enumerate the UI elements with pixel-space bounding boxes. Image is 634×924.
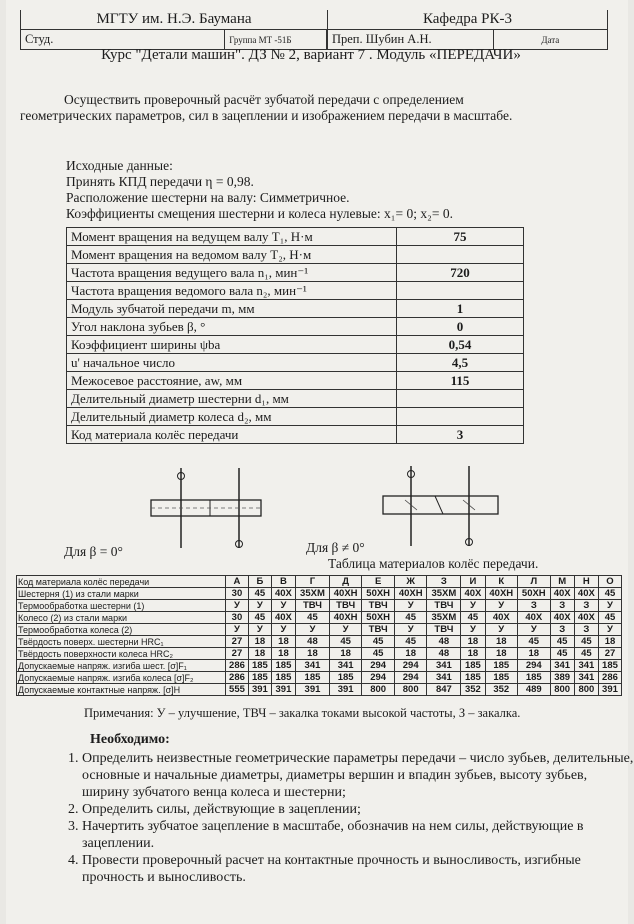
material-cell: 45 bbox=[574, 636, 598, 648]
material-cell: 45 bbox=[362, 636, 395, 648]
material-cell: Г bbox=[296, 576, 330, 588]
material-cell: 45 bbox=[329, 636, 362, 648]
param-label: u' начальное число bbox=[67, 354, 397, 372]
material-cell: 341 bbox=[427, 660, 461, 672]
source-title: Исходные данные: bbox=[66, 158, 173, 173]
required-item: 1. Определить неизвестные геометрические параметры передачи – число зубьев, делительные, основные и начальные диаметры, диаметры вершин и впадин зубьев, высоту зубьев, ширину зубчатого венца колеса и шестерни; bbox=[82, 750, 634, 801]
efficiency-line: Принять КПД передачи η = 0,98. bbox=[66, 174, 254, 189]
material-cell: 341 bbox=[550, 660, 574, 672]
param-label: Момент вращения на ведомом валу T₂, Н·м bbox=[67, 246, 397, 264]
material-cell: 50ХН bbox=[362, 588, 395, 600]
material-cell: 18 bbox=[248, 648, 271, 660]
material-cell: У bbox=[461, 624, 485, 636]
material-row-label: Код материала колёс передачи bbox=[17, 576, 226, 588]
material-cell: З bbox=[574, 600, 598, 612]
param-label: Частота вращения ведомого вала n₂, мин⁻¹ bbox=[67, 282, 397, 300]
material-cell: З bbox=[574, 624, 598, 636]
material-cell: 18 bbox=[461, 648, 485, 660]
param-row bbox=[67, 228, 524, 246]
material-cell: 18 bbox=[296, 648, 330, 660]
material-cell: 185 bbox=[296, 672, 330, 684]
teacher-name: Преп. Шубин А.Н. bbox=[327, 30, 493, 50]
material-cell: 391 bbox=[271, 684, 295, 696]
material-cell: 185 bbox=[518, 672, 551, 684]
caption-straight: Для β = 0° bbox=[64, 544, 123, 559]
material-cell: У bbox=[226, 624, 249, 636]
material-cell: З bbox=[550, 624, 574, 636]
group-label: Группа МТ -51Б bbox=[225, 30, 326, 50]
param-label: Момент вращения на ведущем валу T₁, Н·м bbox=[67, 228, 397, 246]
material-cell: В bbox=[271, 576, 295, 588]
material-cell: 45 bbox=[296, 612, 330, 624]
university-name: МГТУ им. Н.Э. Баумана bbox=[21, 10, 328, 30]
material-cell: У bbox=[485, 600, 518, 612]
material-cell: У bbox=[461, 600, 485, 612]
materials-table bbox=[16, 575, 622, 696]
material-cell: 185 bbox=[271, 672, 295, 684]
material-cell: 18 bbox=[394, 648, 427, 660]
material-cell: К bbox=[485, 576, 518, 588]
material-cell: 294 bbox=[362, 660, 395, 672]
material-cell: 45 bbox=[394, 612, 427, 624]
param-row bbox=[67, 390, 524, 408]
param-value bbox=[397, 282, 524, 300]
material-cell: 389 bbox=[550, 672, 574, 684]
material-cell: ТВЧ bbox=[296, 600, 330, 612]
source-data bbox=[66, 158, 453, 222]
material-cell: 40Х bbox=[271, 612, 295, 624]
task-description: Осуществить проверочный расчёт зубчатой передачи с определением геометрических параметров, сил в зацеплении и изображением передачи в масштабе. bbox=[20, 92, 513, 123]
material-row-label: Допускаемые напряж. изгиба шест. [σ]F₁ bbox=[17, 660, 226, 672]
header-table bbox=[20, 10, 608, 50]
material-cell: У bbox=[226, 600, 249, 612]
param-value: 1 bbox=[397, 300, 524, 318]
material-cell: У bbox=[271, 600, 295, 612]
material-cell: 185 bbox=[485, 672, 518, 684]
material-cell: У bbox=[248, 624, 271, 636]
material-cell: 185 bbox=[271, 660, 295, 672]
param-row bbox=[67, 408, 524, 426]
material-cell: 391 bbox=[598, 684, 621, 696]
material-cell: 40Х bbox=[518, 612, 551, 624]
param-value: 3 bbox=[397, 426, 524, 444]
material-cell: 45 bbox=[598, 588, 621, 600]
param-label: Делительный диаметр колеса d₂, мм bbox=[67, 408, 397, 426]
param-value: 4,5 bbox=[397, 354, 524, 372]
material-row bbox=[17, 636, 622, 648]
material-cell: Е bbox=[362, 576, 395, 588]
param-value bbox=[397, 390, 524, 408]
assignment-sheet bbox=[6, 0, 634, 924]
param-value: 115 bbox=[397, 372, 524, 390]
material-cell: 391 bbox=[329, 684, 362, 696]
material-cell: З bbox=[427, 576, 461, 588]
param-row bbox=[67, 300, 524, 318]
param-label: Частота вращения ведущего вала n₁, мин⁻¹ bbox=[67, 264, 397, 282]
material-cell: У bbox=[394, 600, 427, 612]
material-cell: 391 bbox=[248, 684, 271, 696]
material-cell: 185 bbox=[461, 672, 485, 684]
material-cell: 341 bbox=[296, 660, 330, 672]
material-cell: 18 bbox=[271, 648, 295, 660]
material-cell: 286 bbox=[226, 660, 249, 672]
material-cell: 294 bbox=[518, 660, 551, 672]
department-name: Кафедра РК-3 bbox=[327, 10, 607, 30]
material-cell: 341 bbox=[574, 660, 598, 672]
param-value bbox=[397, 408, 524, 426]
material-cell: 341 bbox=[427, 672, 461, 684]
param-label: Угол наклона зубьев β, ° bbox=[67, 318, 397, 336]
param-value: 75 bbox=[397, 228, 524, 246]
material-cell: 35ХМ bbox=[296, 588, 330, 600]
param-row bbox=[67, 426, 524, 444]
material-cell: У bbox=[518, 624, 551, 636]
material-cell: 800 bbox=[394, 684, 427, 696]
material-cell: 489 bbox=[518, 684, 551, 696]
material-cell: 40Х bbox=[271, 588, 295, 600]
material-cell: 18 bbox=[329, 648, 362, 660]
material-cell: 18 bbox=[485, 636, 518, 648]
material-row bbox=[17, 660, 622, 672]
material-row bbox=[17, 648, 622, 660]
material-row bbox=[17, 612, 622, 624]
material-cell: 294 bbox=[394, 672, 427, 684]
material-cell: 352 bbox=[485, 684, 518, 696]
material-cell: 35ХМ bbox=[427, 588, 461, 600]
material-row-label: Колесо (2) из стали марки bbox=[17, 612, 226, 624]
material-row-label: Шестерня (1) из стали марки bbox=[17, 588, 226, 600]
material-cell: 45 bbox=[574, 648, 598, 660]
material-cell: 45 bbox=[394, 636, 427, 648]
material-cell: З bbox=[518, 600, 551, 612]
material-cell: 555 bbox=[226, 684, 249, 696]
material-cell: Б bbox=[248, 576, 271, 588]
material-cell: 294 bbox=[394, 660, 427, 672]
material-cell: 35ХМ bbox=[427, 612, 461, 624]
material-cell: 294 bbox=[362, 672, 395, 684]
material-cell: 800 bbox=[550, 684, 574, 696]
position-line: Расположение шестерни на валу: Симметричное. bbox=[66, 190, 350, 205]
param-label: Код материала колёс передачи bbox=[67, 426, 397, 444]
material-row-label: Твёрдость поверхности колеса HRC₂ bbox=[17, 648, 226, 660]
date-label: Дата bbox=[493, 30, 607, 50]
student-label: Студ. bbox=[21, 30, 225, 50]
material-cell: Н bbox=[574, 576, 598, 588]
param-value: 0 bbox=[397, 318, 524, 336]
material-cell: 185 bbox=[248, 672, 271, 684]
param-row bbox=[67, 372, 524, 390]
material-cell: 185 bbox=[461, 660, 485, 672]
param-row bbox=[67, 354, 524, 372]
material-cell: 185 bbox=[598, 660, 621, 672]
param-row bbox=[67, 318, 524, 336]
material-cell: ТВЧ bbox=[427, 600, 461, 612]
material-cell: 286 bbox=[226, 672, 249, 684]
material-cell: У bbox=[329, 624, 362, 636]
material-cell: 40ХН bbox=[394, 588, 427, 600]
material-row-label: Термообработка колеса (2) bbox=[17, 624, 226, 636]
material-cell: 18 bbox=[485, 648, 518, 660]
material-cell: 18 bbox=[461, 636, 485, 648]
param-row bbox=[67, 282, 524, 300]
material-cell: О bbox=[598, 576, 621, 588]
material-cell: 40Х bbox=[550, 612, 574, 624]
material-cell: 45 bbox=[550, 636, 574, 648]
param-label: Межосевое расстояние, aw, мм bbox=[67, 372, 397, 390]
material-cell: Д bbox=[329, 576, 362, 588]
required-item: 2. Определить силы, действующие в зацеплении; bbox=[82, 801, 634, 818]
material-cell: 185 bbox=[485, 660, 518, 672]
material-cell: 847 bbox=[427, 684, 461, 696]
gear-diagram-straight bbox=[136, 468, 266, 553]
material-row bbox=[17, 684, 622, 696]
material-row bbox=[17, 624, 622, 636]
material-cell: ТВЧ bbox=[362, 624, 395, 636]
material-row bbox=[17, 576, 622, 588]
required-item: 3. Начертить зубчатое зацепление в масштабе, обозначив на нем силы, действующие в зацеплении. bbox=[82, 818, 634, 852]
materials-notes: Примечания: У – улучшение, ТВЧ – закалка токами высокой частоты, З – закалка. bbox=[84, 706, 521, 720]
material-cell: 48 bbox=[296, 636, 330, 648]
material-cell: У bbox=[598, 624, 621, 636]
material-row-label: Допускаемые напряж. изгиба колеса [σ]F₂ bbox=[17, 672, 226, 684]
material-cell: Л bbox=[518, 576, 551, 588]
material-cell: 40Х bbox=[550, 588, 574, 600]
material-cell: 30 bbox=[226, 612, 249, 624]
material-cell: 391 bbox=[296, 684, 330, 696]
material-cell: У bbox=[296, 624, 330, 636]
material-cell: 800 bbox=[574, 684, 598, 696]
material-cell: 18 bbox=[598, 636, 621, 648]
material-cell: 185 bbox=[329, 672, 362, 684]
course-line: Курс "Детали машин". ДЗ № 2, вариант 7 . Модуль «ПЕРЕДАЧИ» bbox=[101, 47, 521, 63]
material-row-label: Термообработка шестерни (1) bbox=[17, 600, 226, 612]
material-cell: 27 bbox=[226, 636, 249, 648]
material-cell: 48 bbox=[427, 648, 461, 660]
material-cell: 286 bbox=[598, 672, 621, 684]
material-cell: 18 bbox=[518, 648, 551, 660]
param-label: Модуль зубчатой передачи m, мм bbox=[67, 300, 397, 318]
material-cell: 27 bbox=[226, 648, 249, 660]
material-cell: 40Х bbox=[485, 612, 518, 624]
material-row-label: Твёрдость поверх. шестерни HRC₁ bbox=[17, 636, 226, 648]
material-cell: 40Х bbox=[461, 588, 485, 600]
param-row bbox=[67, 246, 524, 264]
material-row bbox=[17, 672, 622, 684]
material-cell: 45 bbox=[518, 636, 551, 648]
param-row bbox=[67, 336, 524, 354]
material-cell: Ж bbox=[394, 576, 427, 588]
material-cell: 800 bbox=[362, 684, 395, 696]
material-cell: 18 bbox=[271, 636, 295, 648]
required-list bbox=[62, 750, 634, 886]
material-cell: 45 bbox=[598, 612, 621, 624]
param-value: 0,54 bbox=[397, 336, 524, 354]
material-cell: 30 bbox=[226, 588, 249, 600]
material-cell: У bbox=[271, 624, 295, 636]
material-cell: 45 bbox=[362, 648, 395, 660]
gear-diagram-helical bbox=[371, 466, 511, 551]
material-cell: 18 bbox=[248, 636, 271, 648]
material-cell: У bbox=[598, 600, 621, 612]
param-value: 720 bbox=[397, 264, 524, 282]
material-cell: 27 bbox=[598, 648, 621, 660]
offset-line: Коэффициенты смещения шестерни и колеса нулевые: x₁= 0; x₂= 0. bbox=[66, 206, 453, 221]
material-cell: М bbox=[550, 576, 574, 588]
material-cell: У bbox=[394, 624, 427, 636]
material-cell: 341 bbox=[574, 672, 598, 684]
caption-helical: Для β ≠ 0° bbox=[306, 540, 365, 555]
material-cell: 45 bbox=[248, 612, 271, 624]
required-title: Необходимо: bbox=[90, 732, 170, 747]
material-cell: 341 bbox=[329, 660, 362, 672]
material-row bbox=[17, 588, 622, 600]
material-cell: З bbox=[550, 600, 574, 612]
material-cell: 40ХН bbox=[329, 612, 362, 624]
material-cell: 45 bbox=[461, 612, 485, 624]
material-cell: 50ХН bbox=[362, 612, 395, 624]
materials-title: Таблица материалов колёс передачи. bbox=[328, 556, 539, 571]
material-cell: 185 bbox=[248, 660, 271, 672]
material-cell: 40Х bbox=[574, 588, 598, 600]
material-cell: 45 bbox=[248, 588, 271, 600]
material-cell: И bbox=[461, 576, 485, 588]
required-item: 4. Провести проверочный расчет на контактные прочность и выносливость, изгибные прочность и выносливость. bbox=[82, 852, 634, 886]
material-cell: ТВЧ bbox=[329, 600, 362, 612]
material-cell: У bbox=[248, 600, 271, 612]
params-table bbox=[66, 227, 524, 444]
material-cell: 40ХН bbox=[485, 588, 518, 600]
material-cell: 40Х bbox=[574, 612, 598, 624]
param-label: Делительный диаметр шестерни d₁, мм bbox=[67, 390, 397, 408]
material-cell: 45 bbox=[550, 648, 574, 660]
material-cell: 48 bbox=[427, 636, 461, 648]
material-cell: 352 bbox=[461, 684, 485, 696]
param-row bbox=[67, 264, 524, 282]
material-cell: 50ХН bbox=[518, 588, 551, 600]
material-row-label: Допускаемые контактные напряж. [σ]H bbox=[17, 684, 226, 696]
material-cell: ТВЧ bbox=[427, 624, 461, 636]
material-row bbox=[17, 600, 622, 612]
material-cell: ТВЧ bbox=[362, 600, 395, 612]
param-label: Коэффициент ширины ψba bbox=[67, 336, 397, 354]
param-value bbox=[397, 246, 524, 264]
material-cell: 40ХН bbox=[329, 588, 362, 600]
material-cell: А bbox=[226, 576, 249, 588]
material-cell: У bbox=[485, 624, 518, 636]
